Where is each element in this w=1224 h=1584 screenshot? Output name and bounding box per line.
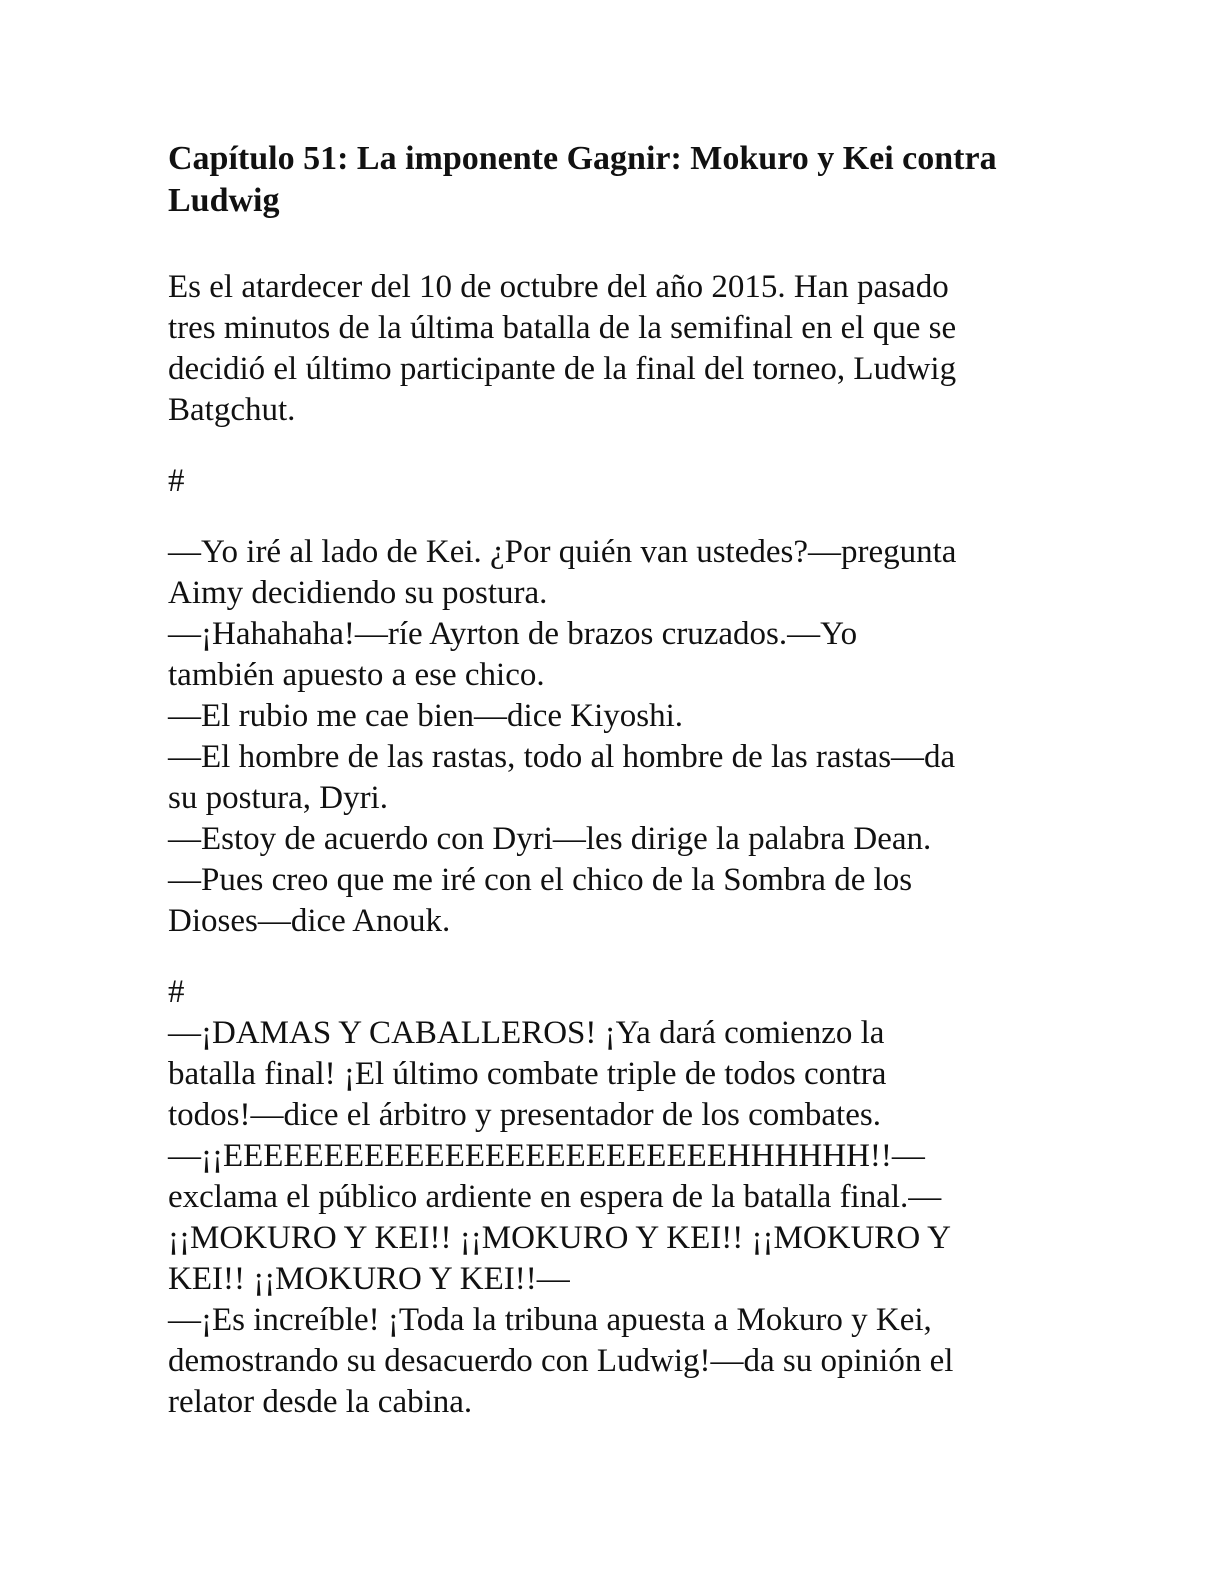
chapter-title (168, 138, 1048, 222)
dialogue-block (168, 1013, 1048, 1423)
text-line: —¡Es increíble! ¡Toda la tribuna apuesta a Mokuro y Kei, (168, 1302, 932, 1338)
scene-separator (168, 461, 1048, 502)
text-line: decidió el último participante de la final del torneo, Ludwig (168, 351, 957, 387)
document-page (168, 138, 1048, 1423)
text-line: —Pues creo que me iré con el chico de la Sombra de los (168, 862, 913, 898)
text-line: —El rubio me cae bien—dice Kiyoshi. (168, 698, 684, 734)
separator-mark: # (168, 974, 185, 1010)
chapter-title-line: Ludwig (168, 182, 280, 219)
text-line: Batgchut. (168, 392, 296, 428)
text-line: batalla final! ¡El último combate triple de todos contra (168, 1056, 887, 1092)
text-line: exclama el público ardiente en espera de la batalla final.— (168, 1179, 942, 1215)
text-line: también apuesto a ese chico. (168, 657, 545, 693)
text-line: ¡¡MOKURO Y KEI!! ¡¡MOKURO Y KEI!! ¡¡MOKURO Y (168, 1220, 952, 1256)
text-line: —¡DAMAS Y CABALLEROS! ¡Ya dará comienzo la (168, 1015, 885, 1051)
scene-separator (168, 972, 1048, 1013)
text-line: todos!—dice el árbitro y presentador de los combates. (168, 1097, 881, 1133)
text-line: —El hombre de las rastas, todo al hombre de las rastas—da (168, 739, 956, 775)
text-line: tres minutos de la última batalla de la semifinal en el que se (168, 310, 957, 346)
text-line: Dioses—dice Anouk. (168, 903, 451, 939)
text-line: —¡Hahahaha!—ríe Ayrton de brazos cruzados.—Yo (168, 616, 858, 652)
text-line: —Yo iré al lado de Kei. ¿Por quién van ustedes?—pregunta (168, 534, 957, 570)
text-line: Aimy decidiendo su postura. (168, 575, 548, 611)
text-line: —Estoy de acuerdo con Dyri—les dirige la palabra Dean. (168, 821, 932, 857)
intro-paragraph (168, 267, 1048, 431)
text-line: Es el atardecer del 10 de octubre del año 2015. Han pasado (168, 269, 949, 305)
text-line: —¡¡EEEEEEEEEEEEEEEEEEEEEEEEEHHHHHH!!— (168, 1138, 925, 1174)
text-line: demostrando su desacuerdo con Ludwig!—da su opinión el (168, 1343, 954, 1379)
dialogue-block (168, 532, 1048, 942)
text-line: su postura, Dyri. (168, 780, 388, 816)
chapter-title-line: Capítulo 51: La imponente Gagnir: Mokuro y Kei contra (168, 140, 997, 177)
text-line: relator desde la cabina. (168, 1384, 473, 1420)
separator-mark: # (168, 463, 185, 499)
text-line: KEI!! ¡¡MOKURO Y KEI!!— (168, 1261, 570, 1297)
